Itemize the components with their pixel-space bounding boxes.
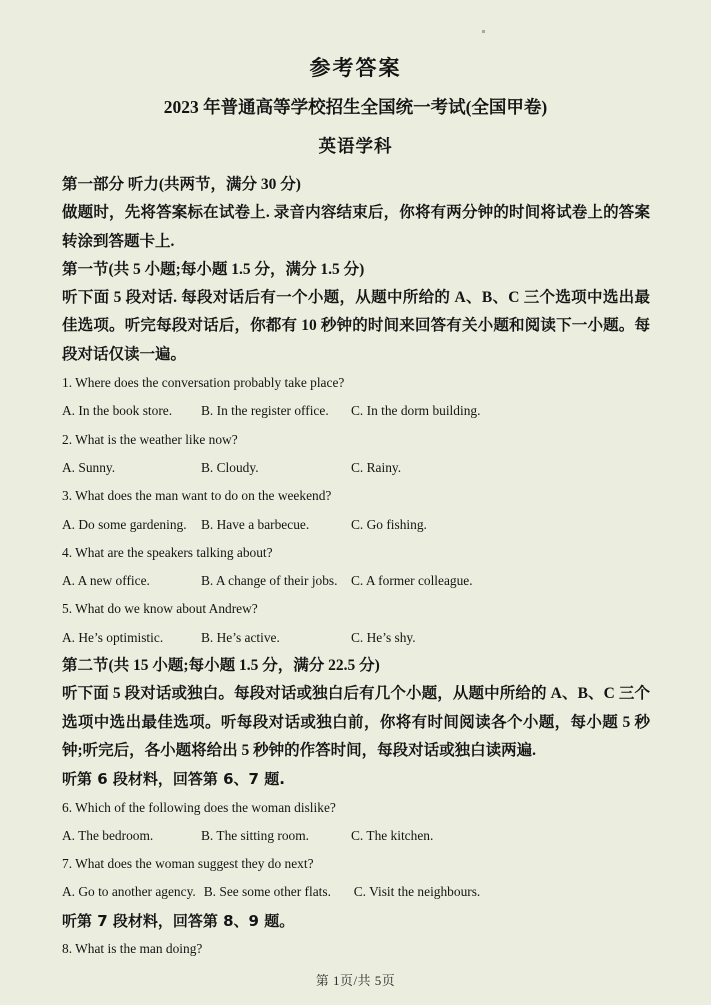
option-b: B. The sitting room. — [201, 827, 309, 843]
options-row — [62, 567, 650, 595]
option-c: C. Rainy. — [351, 459, 402, 475]
option-a: A. He’s optimistic. — [62, 629, 164, 645]
document-title: 参考答案 — [309, 56, 402, 80]
question-text: 7. What does the woman suggest they do next? — [62, 856, 314, 872]
material-heading: 听第 6 段材料，回答第 6、7 题. — [62, 770, 285, 789]
subject-title: 英语学科 — [318, 136, 393, 156]
option-a: A. The bedroom. — [62, 827, 154, 843]
instruction-paragraph: 听下面 5 段对话或独白。每段对话或独白后有几个小题，从题中所给的 A、B、C 三个选项中选出最佳选项。听每段对话或独白前，你将有时间阅读各个小题，每小题 5 秒钟;听完后，各小题将给出 5 秒钟的作答时间，每段对话或独白读两遍. — [62, 685, 650, 759]
section-heading: 第一部分 听力(共两节，满分 30 分) — [62, 176, 301, 193]
instruction-paragraph: 听下面 5 段对话. 每段对话后有一个小题，从题中所给的 A、B、C 三个选项中选出最佳选项。听完每段对话后，你都有 10 秒钟的时间来回答有关小题和阅读下一小题。每段对话仅读一遍。 — [62, 289, 650, 363]
stray-dot-mark — [482, 30, 485, 33]
document-body — [62, 171, 650, 963]
options-row — [62, 822, 650, 850]
option-a: A. Go to another agency. — [62, 884, 196, 900]
option-a: A. Sunny. — [62, 459, 116, 475]
option-a: A. Do some gardening. — [62, 516, 187, 532]
options-row — [62, 511, 650, 539]
option-b: B. Have a barbecue. — [201, 516, 310, 532]
options-row — [62, 624, 650, 652]
option-c: C. He’s shy. — [351, 629, 416, 645]
option-c: C. Visit the neighbours. — [353, 884, 481, 900]
question-text: 3. What does the man want to do on the weekend? — [62, 488, 332, 504]
section-heading: 第一节(共 5 小题;每小题 1.5 分，满分 1.5 分) — [62, 260, 365, 278]
option-c: C. Go fishing. — [351, 516, 427, 532]
options-row — [62, 397, 650, 425]
material-heading: 听第 7 段材料，回答第 8、9 题。 — [62, 911, 295, 930]
option-c: C. A former colleague. — [351, 573, 473, 589]
option-b: B. He’s active. — [201, 629, 280, 645]
question-text: 1. Where does the conversation probably take place? — [62, 375, 345, 391]
question-text: 6. Which of the following does the woman dislike? — [62, 799, 336, 815]
question-text: 2. What is the weather like now? — [62, 431, 238, 447]
options-row — [62, 454, 650, 482]
option-a: A. A new office. — [62, 573, 150, 589]
question-text: 5. What do we know about Andrew? — [62, 601, 258, 617]
option-b: B. In the register office. — [201, 403, 329, 419]
page-number: 第 1页/共 5页 — [315, 973, 396, 988]
option-b: B. See some other flats. — [203, 884, 331, 900]
option-c: C. The kitchen. — [351, 827, 434, 843]
question-text: 4. What are the speakers talking about? — [62, 544, 273, 560]
section-heading: 第二节(共 15 小题;每小题 1.5 分，满分 22.5 分) — [62, 657, 380, 675]
option-a: A. In the book store. — [62, 403, 173, 419]
question-text: 8. What is the man doing? — [62, 941, 203, 957]
option-b: B. Cloudy. — [201, 459, 259, 475]
option-c: C. In the dorm building. — [351, 403, 481, 419]
instruction-paragraph: 做题时，先将答案标在试卷上. 录音内容结束后，你将有两分钟的时间将试卷上的答案转涂到答题卡上. — [62, 204, 650, 250]
option-b: B. A change of their jobs. — [201, 573, 338, 589]
exam-name: 2023 年普通高等学校招生全国统一考试(全国甲卷) — [163, 97, 548, 117]
options-row — [62, 878, 650, 906]
